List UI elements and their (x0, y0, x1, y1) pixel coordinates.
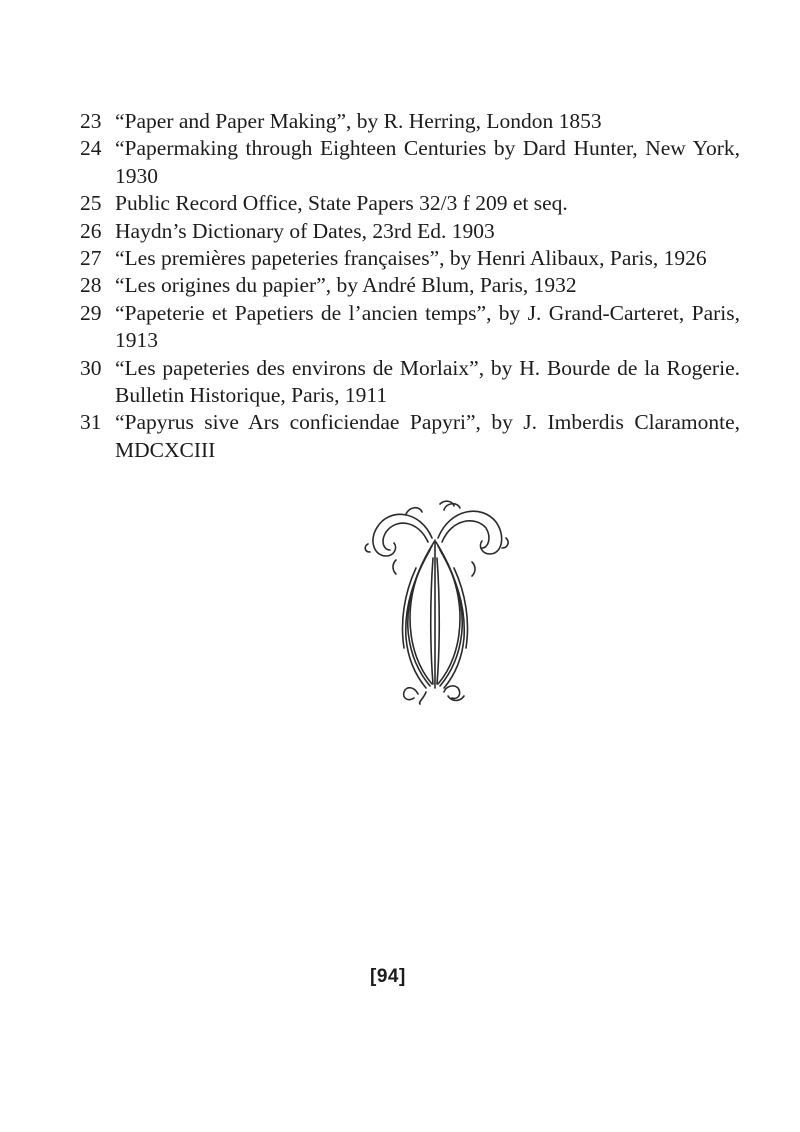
note-number: 27 (80, 246, 102, 271)
note-text: Public Record Office, State Papers 32/3 f 209 et seq. (115, 191, 568, 216)
note-text: “Les papeteries des environs de Morlaix”, by H. Bourde de la Rogerie. Bulletin Historique, Paris, 1911 (115, 355, 740, 408)
note-item (80, 355, 740, 410)
note-number: 30 (80, 355, 102, 380)
note-number: 24 (80, 136, 102, 161)
note-text: “Les premières papeteries françaises”, by Henri Alibaux, Paris, 1926 (115, 246, 707, 271)
note-text: “Paper and Paper Making”, by R. Herring, London 1853 (115, 109, 602, 133)
note-item (80, 409, 740, 464)
note-item (80, 190, 740, 217)
note-item (80, 300, 740, 355)
note-text: “Papyrus sive Ars conficiendae Papyri”, by J. Imberdis Claramonte, MDCXCIII (115, 410, 740, 462)
note-text: “Papeterie et Papetiers de l’ancien temps”, by J. Grand-Carteret, Paris, 1913 (115, 300, 740, 353)
note-item (80, 135, 740, 190)
note-item (80, 245, 740, 272)
note-number: 26 (80, 218, 102, 243)
note-item (80, 218, 740, 245)
note-text: “Les origines du papier”, by André Blum, Paris, 1932 (115, 273, 577, 298)
note-number: 29 (80, 300, 102, 325)
note-text: “Papermaking through Eighteen Centuries by Dard Hunter, New York, 1930 (115, 136, 740, 188)
note-number: 25 (80, 191, 102, 216)
floral-ornament-icon (360, 498, 510, 708)
note-number: 28 (80, 273, 102, 298)
note-text: Haydn’s Dictionary of Dates, 23rd Ed. 1903 (115, 218, 495, 243)
page-number: [94] (370, 966, 406, 987)
note-number: 31 (80, 410, 102, 435)
note-number: 23 (80, 109, 102, 133)
note-item (80, 108, 740, 135)
note-item (80, 272, 740, 299)
notes-list (80, 108, 740, 464)
